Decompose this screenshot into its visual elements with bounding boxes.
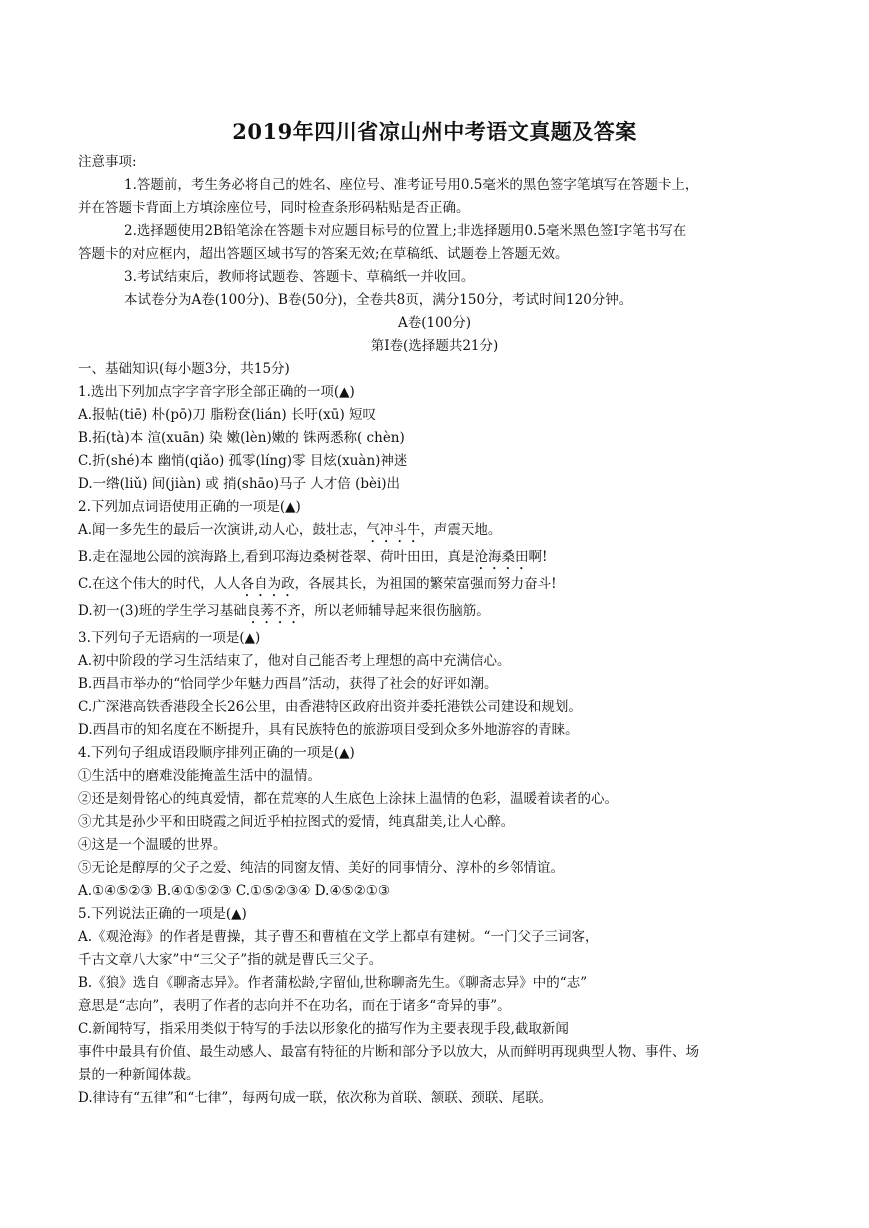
- q2-option-a: [78, 520, 798, 540]
- q5-option-c-line-1: C.新闻特写，指采用类似于特写的手法以形象化的描写作为主要表现手段,截取新闻: [78, 1021, 569, 1037]
- q2-option-d-dotted: 良莠不齐: [246, 603, 301, 619]
- q4-options: A.①④⑤②③ B.④①⑤②③ C.①⑤②③④ D.④⑤②①③: [78, 883, 390, 899]
- q5-option-a-line-2: 千古文章八大家”中“三父子”指的就是曹氏三父子。: [78, 952, 383, 968]
- q2-option-a-dotted: 气冲斗牛: [366, 522, 421, 538]
- notice-item-2-line-2: 答题卡的对应框内，超出答题区域书写的答案无效;在草稿纸、试题卷上答题无效。: [78, 246, 569, 262]
- section-1-heading: 一、基础知识(每小题3分，共15分): [78, 361, 290, 377]
- q3-option-b: B.西昌市举办的“恰同学少年魅力西昌”活动，获得了社会的好评如潮。: [78, 676, 498, 692]
- part-1-heading: 第Ⅰ卷(选择题共21分): [370, 338, 499, 354]
- q1-option-c: C.折(shé)本 幽悄(qiǎo) 孤零(líng)零 目炫(xuàn)神迷: [78, 453, 408, 469]
- q5-option-b-line-1: B.《狼》选自《聊斋志异》。作者蒲松龄,字留仙,世称聊斋先生。《聊斋志异》中的“志”: [78, 975, 588, 991]
- q2-option-a-post: ，声震天地。: [420, 522, 502, 538]
- q2-option-b-dotted: 沧海桑田: [474, 549, 529, 565]
- q2-option-b: [78, 547, 798, 567]
- q5-option-d: D.律诗有“五律”和“七律”，每两句成一联，依次称为首联、颔联、颈联、尾联。: [78, 1090, 553, 1106]
- q3-option-a: A.初中阶段的学习生活结束了，他对自己能否考上理想的高中充满信心。: [78, 653, 511, 669]
- q3-option-c: C.广深港高铁香港段全长26公里，由香港特区政府出资并委托港铁公司建设和规划。: [78, 699, 582, 715]
- q3-stem: 3.下列句子无语病的一项是(▲): [78, 630, 261, 646]
- q2-option-b-post: 啊!: [528, 549, 548, 565]
- notice-heading: 注意事项:: [78, 154, 137, 170]
- q5-option-c-line-3: 景的一种新闻体裁。: [78, 1067, 200, 1083]
- q4-sentence-5: ⑤无论是醇厚的父子之爱、纯洁的同窗友情、美好的同事情分、淳朴的乡邻情谊。: [78, 860, 564, 876]
- q4-sentence-3: ③尤其是孙少平和田晓霞之间近乎柏拉图式的爱情，纯真甜美,让人心醉。: [78, 814, 515, 830]
- q5-option-c-line-2: 事件中最具有价值、最生动感人、最富有特征的片断和部分予以放大，从而鲜明再现典型人物、事件、场: [78, 1044, 699, 1060]
- q1-option-d: D.一绺(liǔ) 间(jiàn) 或 捎(shāo)马子 人才倍 (bèi)出: [78, 476, 401, 492]
- q2-stem: 2.下列加点词语使用正确的一项是(▲): [78, 499, 301, 515]
- q4-sentence-2: ②还是刻骨铭心的纯真爱情，都在荒寒的人生底色上涂抹上温情的色彩，温暖着读者的心。: [78, 791, 618, 807]
- q5-option-b-line-2: 意思是“志向”，表明了作者的志向并不在功名，而在于诸多“奇异的事”。: [78, 998, 511, 1014]
- q4-stem: 4.下列句子组成语段顺序排列正确的一项是(▲): [78, 745, 355, 761]
- q2-option-d-pre: D.初一(3)班的学生学习基础: [78, 603, 247, 619]
- notice-item-2-line-1: 2.选择题使用2B铅笔涂在答题卡对应题目标号的位置上;非选择题用0.5毫米黑色签Ⅰ字笔书写在: [124, 223, 687, 239]
- q2-option-d-post: ，所以老师辅导起来很伤脑筋。: [300, 603, 490, 619]
- q5-option-a-line-1: A.《观沧海》的作者是曹操，其子曹丕和曹植在文学上都卓有建树。“一门父子三词客，: [78, 929, 599, 945]
- q2-option-c-pre: C.在这个伟大的时代，人人: [78, 576, 241, 592]
- q2-option-b-pre: B.走在湿地公园的滨海路上,看到邛海边桑树苍翠、荷叶田田，真是: [78, 549, 475, 565]
- notice-summary: 本试卷分为A卷(100分)、B卷(50分)，全卷共8页，满分150分，考试时间120分钟。: [124, 292, 633, 308]
- notice-item-1-line-1: 1.答题前，考生务必将自己的姓名、座位号、准考证号用0.5毫米的黑色签字笔填写在答题卡上，: [124, 177, 699, 193]
- q3-option-d: D.西昌市的知名度在不断提升，具有民族特色的旅游项目受到众多外地游容的青睐。: [78, 722, 579, 738]
- q2-option-c-dotted: 各自为政: [240, 576, 295, 592]
- notice-item-1-line-2: 并在答题卡背面上方填涂座位号，同时检查条形码粘贴是否正确。: [78, 200, 470, 216]
- q2-option-c-post: ，各展其长，为祖国的繁荣富强而努力奋斗!: [294, 576, 557, 592]
- notice-item-3: 3.考试结束后，教师将试题卷、答题卡、草稿纸一并收回。: [124, 269, 475, 285]
- q1-stem: 1.选出下列加点字字音字形全部正确的一项(▲): [78, 384, 355, 400]
- q4-sentence-1: ①生活中的磨难没能掩盖生活中的温情。: [78, 768, 321, 784]
- page-title: 2019年四川省凉山州中考语文真题及答案: [232, 119, 637, 144]
- q2-option-c: [78, 574, 798, 594]
- q1-option-a: A.报帖(tiē) 朴(pō)刀 脂粉奁(lián) 长吁(xū) 短叹: [78, 407, 377, 423]
- section-a-heading: A卷(100分): [397, 315, 472, 331]
- q2-option-a-pre: A.闻一多先生的最后一次演讲,动人心，鼓壮志，: [78, 522, 367, 538]
- q4-sentence-4: ④这是一个温暖的世界。: [78, 837, 227, 853]
- q5-stem: 5.下列说法正确的一项是(▲): [78, 906, 247, 922]
- q2-option-d: [78, 601, 798, 621]
- q1-option-b: B.拓(tà)本 渲(xuān) 染 嫩(lèn)嫩的 铢两悉称( chèn): [78, 430, 405, 446]
